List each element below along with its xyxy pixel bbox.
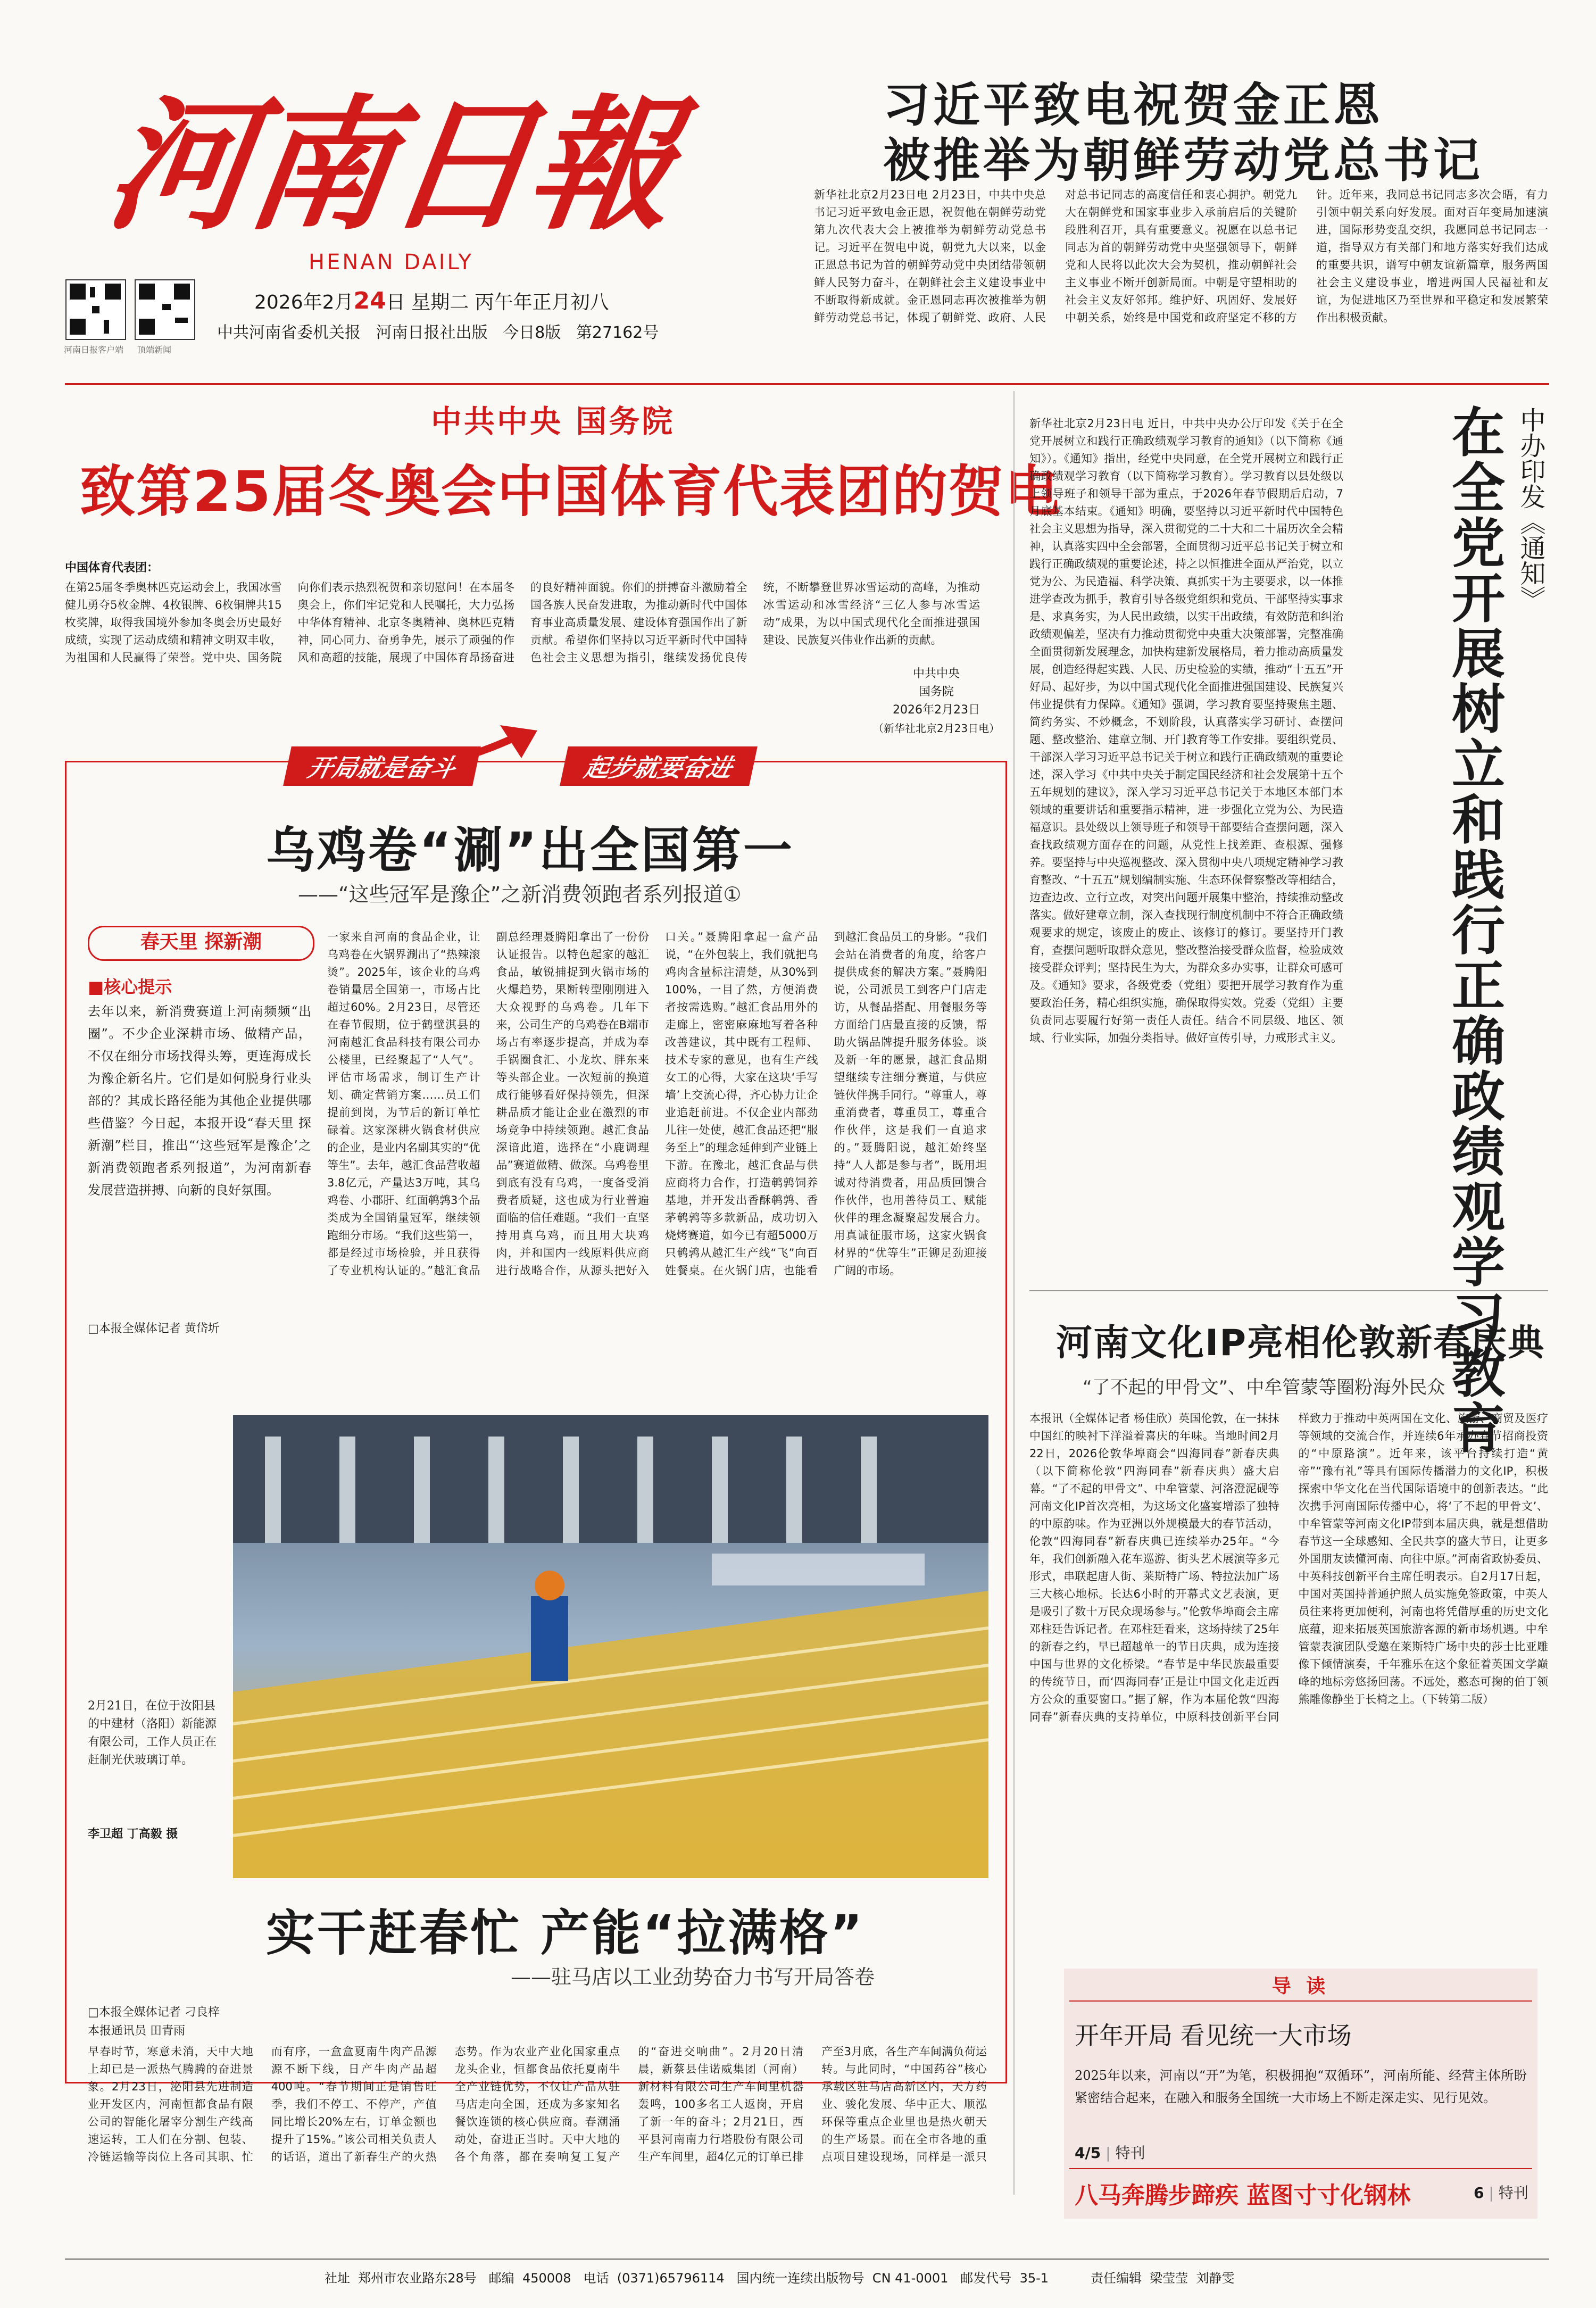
photo-caption: 2月21日，在位于汝阳县的中建材（洛阳）新能源有限公司，工作人员正在赶制光伏玻璃订单。 — [88, 1699, 217, 1767]
feature-subhead: ——“这些冠军是豫企”之新消费领跑者系列报道① — [298, 883, 742, 906]
guide-divider — [1069, 2168, 1532, 2169]
culture-headline[interactable]: 河南文化IP亮相伦敦新春庆典 — [1056, 1322, 1545, 1364]
guide-page-number: 4/5 — [1075, 2144, 1101, 2162]
culture-body: 本报讯（全媒体记者 杨佳欣）英国伦敦，在一抹抹中国红的映衬下洋溢着喜庆的年味。当地时间2月22日，2026伦敦华埠商会“四海同春”新春庆典（以下简称伦敦“四海同春”新春庆典）盛大启幕。“了不起的甲骨文”、中牟管蒙、河洛澄泥砚等河南文化IP首次亮相，为这场文化盛宴增添了独特的中原韵味。作为亚洲以外规模最大的春节活动，伦敦“四海同春”新春庆典已连续举办25年。“今年，我们创新融入花车巡游、街头艺术展演等多元形式，串联起唐人街、莱斯特广场、特拉法加广场三大核心地标。长达6小时的开幕式文艺表演，更是吸引了数十万民众现场参与。”伦敦华埠商会主席邓柱廷告诉记者。在邓柱廷看来，这场持续了25年的新春之约，早已超越单一的节日庆典，成为连接中国与世界的文化桥梁。“春节是中华民族最重要的传统节日，而‘四海同春’正是让中国文化走近西方公众的重要窗口。”据了解，作为本届伦敦“四海同春”新春庆典的支持单位，中原科技创新平台同样致力于推动中英两国在文化、旅游、商贸及医疗等领域的交流合作，并连续6年承办春节招商投资的“中原路演”。近年来，该平台持续打造“黄帝”“豫有礼”等具有国际传播潜力的文化IP，积极探索中华文化在当代国际语境中的创新表达。“此次携手河南国际传播中心，将‘了不起的甲骨文’、中牟管蒙等河南文化IP带到本届庆典，就是想借助春节这一全球感知、全民共享的盛大节日，让更多外国朋友读懂河南、向往中原。”河南省政协委员、中英科技创新平台主席任明表示。自2月17日起，中国对英国持普通护照人员实施免签政策，中英人员往来将更加便利，河南也将凭借厚重的历史文化底蕴，迎来拓展英国旅游客源的新市场机遇。中牟管蒙表演团队受邀在莱斯特广场中央的莎士比亚雕像下倾情演奏，千年雅乐在这个象征着英国文学巅峰的地标旁悠扬回荡。不远处，憨态可掬的伯丁领熊雕像静坐于长椅之上。（下转第二版） — [1029, 1412, 1548, 1723]
qr-label-app: 河南日报客户端 — [64, 345, 124, 355]
footer-line — [65, 2259, 1549, 2260]
tag-label: 春天里 探新潮 — [140, 931, 262, 953]
guide-page-section: 特刊 — [1115, 2144, 1145, 2162]
feature-headline[interactable]: 乌鸡卷“涮”出全国第一 — [266, 822, 794, 879]
guide-page-sep: | — [1105, 2144, 1111, 2162]
feature-body-col1 — [88, 1341, 311, 1378]
feature-byline: □本报全媒体记者 黄岱圻 — [88, 1322, 220, 1335]
core-label: ■核心提示 — [88, 977, 172, 997]
masthead-logo: 河南日報 — [97, 80, 683, 250]
olympic-salutation: 中国体育代表团： — [65, 561, 159, 575]
capacity-body: 早春时节，寒意未消，天中大地上却已是一派热气腾腾的奋进景象。2月23日，泌阳县先进制造业开发区内，河南恒都食品有限公司的智能化屠宰分割生产线高速运转，工人们在分割、包装、冷链运输等岗位上各司其职、忙而有序，一盒盒夏南牛肉产品源源不断下线，日产牛肉产品超400吨。“春节期间正是销售旺季，我们不停工、不停产，产值同比增长20%左右，订单金额也提升了15%。”该公司相关负责人的话语，道出了新春生产的火热态势。作为农业产业化国家重点龙头企业，恒都食品依托夏南牛全产业链优势，不仅让产品从驻马店走向全国，还成为多家知名餐饮连锁的核心供应商。春潮涌动处，奋进正当时。天中大地的各个角落，都在奏响复工复产的“奋进交响曲”。2月20日清晨，新蔡县佳诺威集团（河南）新材料有限公司生产车间里机器轰鸣，100多名工人返岗，开启了新一年的奋斗；2月21日，西平县河南南力行塔股份有限公司生产车间里，超4亿元的订单已排产至3月底，各生产车间满负荷运转。与此同时，“中国药谷”核心承载区驻马店高新区内，天方药业、骏化发展、华中正大、顺泓环保等重点企业里也是热火朝天的生产场景。而在全市各地的重点项目建设现场，同样是一派只 — [88, 2045, 987, 2163]
banner-left: 开局就是奋斗 — [283, 746, 481, 786]
olympic-sign-party: 中共中央 — [912, 667, 960, 680]
glass-production-line-photo — [233, 1415, 988, 1878]
divider-right-mid — [1029, 1290, 1548, 1291]
core-text: 去年以来，新消费赛道上河南频频“出圈”。不少企业深耕市场、做精产品，不仅在细分市场找得头筹，更连海成长为豫企新名片。它们是如何脱身行业头部的？其成长路径能为其他企业提供哪些借鉴？今日起，本报开设“春天里 探新潮”栏目，推出“‘这些冠军是豫企’之新消费领跑者系列报道”，为河南新春发展营造拼搏、向新的良好氛围。 — [88, 1004, 311, 1198]
masthead-date — [254, 287, 609, 314]
capacity-byline-2: 本报通讯员 田青雨 — [88, 2024, 185, 2038]
guide-item-page[interactable] — [1075, 2141, 1145, 2163]
olympic-signature — [862, 665, 1011, 737]
olympic-sign-source: （新华社北京2月23日电） — [872, 722, 1000, 735]
top-story-headline-2[interactable]: 被推举为朝鲜劳动党总书记 — [883, 133, 1484, 188]
feature-body: 一家来自河南的食品企业，让乌鸡卷在火锅界涮出了“热辣滚烫”。2025年，该企业的乌鸡卷销量居全国第一，市场占比超过60%。2月23日，尽管还在春节假期，位于鹤壁淇县的河南越汇食品科技有限公司办公楼里，已经聚起了“人气”。评估市场需求，制订生产计划、确定营销方案……员工们提前到岗，为节后的新订单忙碌着。这家深耕火锅食材供应的企业，是业内名副其实的“优等生”。去年，越汇食品营收超3.8亿元，产量达3万吨，其乌鸡卷、小郡肝、红面鹌鹑3个品类成为全国销量冠军，继续领跑细分市场。“我们这些第一，都是经过市场检验，并且获得了专业机构认证的。”越汇食品副总经理聂腾阳拿出了一份份认证报告。以特色起家的越汇食品，敏锐捕捉到火锅市场的火爆趋势，果断转型刚刚进入大众视野的乌鸡卷。几年下来，公司生产的乌鸡卷在B端市场占有率逐步提高，并成为奉手锅圈食汇、小龙坎、胖东来等头部企业。一次短前的换道成行能够看好保持领先，但深耕品质才能让企业在激烈的市场竞争中持续领跑。越汇食品深谙此道，选择在“小鹿调理品”赛道做精、做深。乌鸡卷里到底有没有乌鸡，一度备受消费者质疑，这也成为行业普遍面临的信任难题。“我们一直坚持用真乌鸡，而且用大块鸡肉，并和国内一线原料供应商进行战略合作，从源头把好入口关。”聂腾阳拿起一盒产品说，“在外包装上，我们就把乌鸡肉含量标注清楚，从30%到100%，一目了然，方便消费者按需选购。”越汇食品用外的走廊上，密密麻麻地写着各种改善建议，其中既有工程师、技术专家的意见，也有生产线女工的心得，大家在这块‘手写墙’上交流心得，齐心协力让企业追赶前进。不仅企业内部劲儿往一处使，越汇食品还把“服务至上”的理念延伸到产业链上下游。在豫北，越汇食品与供应商将力合作，打造鹌鹑饲养基地，并开发出香酥鹌鹑、香茅鹌鹑等多款新品，成功切入烧烤赛道，如今已有超5000万只鹌鹑从越汇生产线“飞”向百姓餐桌。在火锅门店，也能看到越汇食品员工的身影。“我们会站在消费者的角度，给客户提供成套的解决方案。”聂腾阳说，公司派员工到客户门店走访，从餐品搭配、用餐服务等方面给门店最直接的反馈，帮助火锅品牌提升服务体验。谈及新一年的愿景，越汇食品期望继续专注细分赛道，与供应链伙伴携手同行。“尊重人，尊重消费者，尊重员工，尊重合作伙伴，这是我们一直追求的。”聂腾阳说，越汇始终坚持“人人都是参与者”，既用坦诚对待消费者，用品质回馈合作伙伴，也用善待员工、赋能伙伴的理念凝聚起发展合力。用真诚征服市场，这家火锅食材界的“优等生”正铆足劲迎接广阔的市场。 — [327, 931, 987, 1277]
footer-address: 社址 郑州市农业路东28号 邮编 450008 电话 (0371)65796114 国内统一连续出版物号 CN 41-0001 邮发代号 35-1 — [325, 2271, 1049, 2286]
capacity-headline[interactable]: 实干赶春忙 产能“拉满格” — [266, 1905, 864, 1962]
divider-vertical — [1013, 391, 1015, 2195]
olympic-sign-date: 2026年2月23日 — [893, 703, 980, 717]
olympic-headline[interactable]: 致第25届冬奥会中国体育代表团的贺电 — [80, 459, 1061, 524]
olympic-sign-council: 国务院 — [918, 685, 954, 699]
date-day: 24 — [353, 287, 386, 314]
divider-top — [65, 383, 1549, 385]
masthead-subtitle: HENAN DAILY — [309, 250, 473, 275]
guide-bottom-section: 特刊 — [1498, 2184, 1528, 2202]
feature-tag — [88, 926, 314, 961]
culture-subhead: “了不起的甲骨文”、中牟管蒙等圈粉海外民众 — [1083, 1377, 1445, 1398]
banner-right: 起步就要奋进 — [560, 746, 758, 786]
date-suffix: 日 星期二 丙午年正月初八 — [386, 292, 609, 313]
date-prefix: 2026年2月 — [254, 292, 354, 313]
capacity-subhead: ——驻马店以工业劲势奋力书写开局答卷 — [511, 1965, 875, 1989]
notice-body: 新华社北京2月23日电 近日，中共中央办公厅印发《关于在全党开展树立和践行正确政绩观学习教育的通知》（以下简称《通知》）。《通知》指出，经党中央同意，在全党开展树立和践行正确政绩观学习教育（以下简称学习教育）。学习教育以县处级以上领导班子和领导干部为重点，于2026年春节假期后启动，7月底基本结束。《通知》明确，要坚持以习近平新时代中国特色社会主义思想为指导，深入贯彻党的二十大和二十届历次全会精神，认真落实四中全会部署，全面贯彻习近平总书记关于树立和践行正确政绩观的重要论述，持之以恒推进全面从严治党，以立党为公、为民造福、科学决策、真抓实干为主要要求，以一体推进学查改为抓手，教育引导各级党组织和党员、干部坚持实事求是、求真务实，为人民出政绩，以实干出政绩，有效防范和纠治政绩观偏差，坚决有力推动贯彻党中央重大决策部署，完整准确全面贯彻新发展理念，加快构建新发展格局，着力推动高质量发展，创造经得起实践、人民、历史检验的实绩，推动“十五五”开好局、起好步，为以中国式现代化全面推进强国建设、民族复兴伟业提供有力保障。《通知》强调，学习教育要坚持聚焦主题、简约务实、不炒概念，不划阶段，认真落实学习研讨、查摆问题、整改整治、建章立制、开门教育等工作安排。要组织党员、干部深入学习习近平总书记关于树立和践行正确政绩观的重要论述，深入学习《中共中央关于制定国民经济和社会发展第十五个五年规划的建议》，深入学习习近平总书记关于本地区本部门本领域的重要讲话和重要指示精神，进一步强化立党为公、为民造福意识。县处级以上领导班子和领导干部要结合查摆问题，深入查找政绩观方面存在的问题，从党性上找差距、查根源、强修养。要坚持与中央巡视整改、深入贯彻中央八项规定精神学习教育整改、“十五五”规划编制实施、生态环保督察整改等相结合，边查边改、立行立改，对突出问题开展集中整治，持续推动整改落实。做好建章立制，深入查找现行制度机制中不符合正确政绩观要求的规定，该废止的废止、该修订的修订。要坚持开门教育，查摆问题听取群众意见，整改整治接受群众监督，检验成效接受群众评判；坚持民生为大，为群众多办实事，让群众可感可及。《通知》要求，各级党委（党组）要把开展学习教育作为重要政治任务，精心组织实施，确保取得实效。党委（党组）主要负责同志要履行好第一责任人责任。结合不同层级、地区、领域、行业实际，加强分类指导。做好宣传引导，力戒形式主义。 — [1029, 417, 1343, 1044]
capacity-byline-1: □本报全媒体记者 刁良梓 — [88, 2006, 220, 2019]
guide-bottom-title[interactable]: 八马奔腾步蹄疾 蓝图寸寸化钢林 — [1075, 2182, 1411, 2209]
guide-bottom-page-number: 6 — [1474, 2184, 1484, 2202]
photo-credit: 李卫超 丁高毅 摄 — [88, 1828, 178, 1841]
qr-code-app[interactable] — [65, 279, 126, 340]
notice-headline[interactable]: 在全党开展树立和践行正确政绩观学习教育 — [1443, 404, 1505, 1456]
notice-kicker: 中办印发《通知》 — [1516, 407, 1545, 611]
guide-header: 导 读 — [1271, 1975, 1330, 1997]
olympic-kicker: 中共中央 国务院 — [431, 403, 675, 439]
guide-item-title[interactable]: 开年开局 看见统一大市场 — [1075, 2021, 1352, 2050]
masthead-publisher: 中共河南省委机关报 河南日报社出版 今日8版 第27162号 — [217, 323, 659, 342]
top-story-headline-1[interactable]: 习近平致电祝贺金正恩 — [883, 78, 1384, 132]
guide-bottom-sep: | — [1489, 2184, 1494, 2202]
guide-header-line — [1069, 2000, 1532, 2002]
olympic-body: 在第25届冬季奥林匹克运动会上，我国冰雪健儿勇夺5枚金牌、4枚银牌、6枚铜牌共15枚奖牌，取得我国境外参加冬奥会历史最好成绩，实现了运动成绩和精神文明双丰收，为祖国和人民赢得了荣誉。党中央、国务院向你们表示热烈祝贺和亲切慰问！在本届冬奥会上，你们牢记党和人民嘱托，大力弘扬中华体育精神、北京冬奥精神、奥林匹克精神，同心同力、奋勇争先，展示了顽强的作风和高超的技能，展现了中国体育昂扬奋进的良好精神面貌。你们的拼搏奋斗激励着全国各族人民奋发进取，为推动新时代中国体育事业高质量发展、建设体育强国作出了新贡献。希望你们坚持以习近平新时代中国特色社会主义思想为指引，继续发扬优良传统，不断攀登世界冰雪运动的高峰，为推动冰雪运动和冰雪经济“三亿人参与冰雪运动”成果，为以中国式现代化全面推进强国建设、民族复兴伟业作出新的贡献。 — [65, 581, 980, 664]
factory-photo — [233, 1415, 988, 1878]
guide-bottom-page[interactable] — [1474, 2181, 1528, 2203]
guide-item-body: 2025年以来，河南以“开”为笔，积极拥抱“双循环”，河南所能、经营主体所盼紧密结合起来，在融入和服务全国统一大市场上不断走深走实、见行见效。 — [1075, 2068, 1527, 2105]
footer-editors: 责任编辑 梁莹莹 刘静雯 — [1091, 2271, 1235, 2286]
qr-code-news[interactable] — [135, 279, 195, 340]
top-story-body: 新华社北京2月23日电 2月23日，中共中央总书记习近平致电金正恩，祝贺他在朝鲜劳动党第九次代表大会上被推举为朝鲜劳动党总书记。习近平在贺电中说，朝党九大以来，以金正恩总书记为首的朝鲜劳动党中央团结带领朝鲜人民努力奋斗，在朝鲜社会主义建设事业中不断取得新成就。金正恩同志再次被推举为朝鲜劳动党总书记，体现了朝鲜党、政府、人民对总书记同志的高度信任和衷心拥护。朝党九大在朝鲜党和国家事业步入承前启后的关键阶段胜利召开，具有重要意义。祝愿在以总书记同志为首的朝鲜劳动党中央坚强领导下，朝鲜党和人民将以此次大会为契机，推动朝鲜社会主义事业不断开创新局面。中朝是守望相助的社会主义友好邻邦。维护好、巩固好、发展好中朝关系，始终是中国党和政府坚定不移的方针。近年来，我同总书记同志多次会晤，有力引领中朝关系向好发展。面对百年变局加速演进，国际形势变乱交织，我愿同总书记同志一道，指导双方有关部门和地方落实好我们达成的重要共识，谱写中朝友谊新篇章，服务两国社会主义建设事业，增进两国人民福祉和友谊，为促进地区乃至世界和平稳定和发展繁荣作出积极贡献。 — [814, 188, 1548, 324]
qr-label-news: 顶端新闻 — [137, 345, 172, 355]
